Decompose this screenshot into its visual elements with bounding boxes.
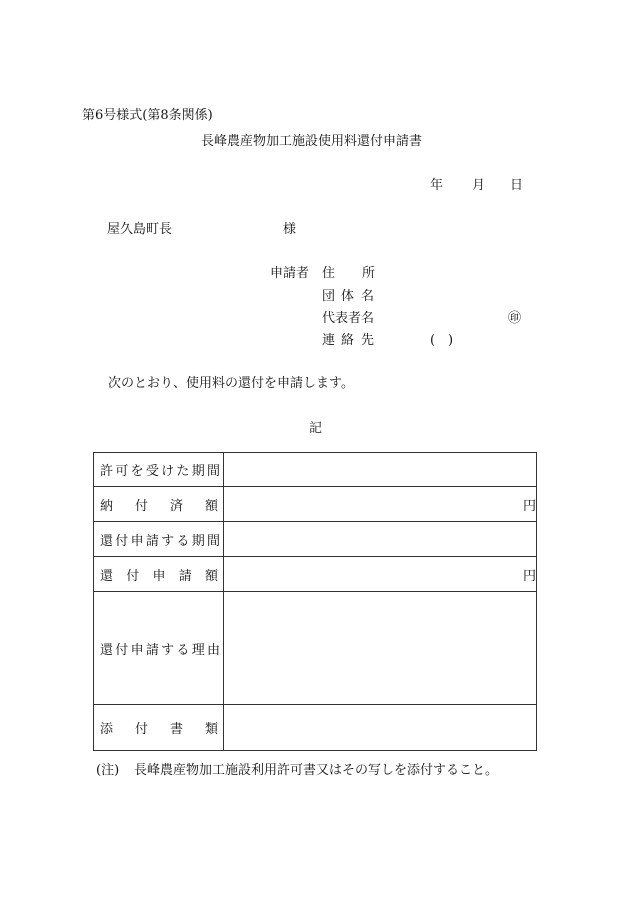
label-char: 間	[206, 533, 220, 549]
label-char: 額	[204, 568, 218, 584]
label-char: 付	[126, 568, 140, 584]
label-cell	[94, 453, 224, 487]
label-char: る	[176, 642, 190, 658]
contact-label-3: 先	[361, 333, 375, 348]
form-number: 第6号様式(第8条関係)	[82, 108, 213, 123]
note-text: 長峰農産物加工施設利用許可書又はその写しを添付すること。	[134, 763, 499, 778]
label-char: る	[176, 533, 190, 549]
permit-period-value[interactable]	[224, 453, 537, 487]
applicant-heading: 申請者	[270, 266, 310, 281]
contact-open-paren: (	[430, 333, 436, 348]
label-char: 期	[191, 464, 205, 479]
contact-label-2: 絡	[341, 333, 355, 348]
label-char: 還	[100, 568, 114, 584]
label-char: た	[176, 464, 190, 479]
label-char: 期	[191, 533, 205, 549]
paid-amount-value[interactable]: 円	[224, 487, 537, 522]
address-label-1: 住	[322, 266, 336, 281]
label-char: 理	[191, 642, 205, 658]
seal-mark: ㊞	[508, 311, 522, 326]
ki-mark: 記	[309, 421, 323, 436]
group-label-2: 体	[341, 289, 355, 304]
label-cell	[94, 487, 224, 522]
table-row	[94, 705, 537, 751]
label-char: 許	[100, 464, 114, 479]
label-char: 請	[145, 642, 159, 658]
label-cell	[94, 705, 224, 751]
label-char: を	[130, 464, 144, 479]
label-char: 付	[134, 722, 148, 737]
label-char: 由	[206, 642, 220, 658]
label-char: 添	[100, 722, 114, 737]
document-title: 長峰農産物加工施設使用料還付申請書	[201, 134, 423, 149]
label-char: 可	[115, 464, 129, 479]
label-char: 申	[130, 642, 144, 658]
refund-reason-value[interactable]	[224, 592, 537, 705]
refund-period-value[interactable]	[224, 522, 537, 557]
label-char: 納	[100, 498, 114, 514]
label-char: 書	[169, 722, 183, 737]
table-row	[94, 522, 537, 557]
attachments-value[interactable]	[224, 705, 537, 751]
addressee-name: 屋久島町長	[107, 222, 173, 237]
label-char: 請	[145, 533, 159, 549]
group-label-1: 団	[322, 289, 336, 304]
application-table	[93, 452, 537, 751]
refund-amount-value[interactable]: 円	[224, 557, 537, 592]
table-row	[94, 487, 537, 522]
label-char: け	[161, 464, 175, 479]
representative-label: 代表者名	[322, 311, 375, 326]
table-row	[94, 592, 537, 705]
label-char: 請	[178, 568, 192, 584]
label-char: 還	[100, 533, 114, 549]
group-label-3: 名	[361, 289, 375, 304]
contact-close-paren: )	[448, 333, 454, 348]
table-row	[94, 557, 537, 592]
addressee-honorific: 様	[283, 222, 297, 237]
label-cell	[94, 592, 224, 705]
label-char: 申	[130, 533, 144, 549]
label-char: 間	[206, 464, 220, 479]
label-char: 額	[204, 498, 218, 514]
label-char: 申	[152, 568, 166, 584]
label-char: 類	[204, 722, 218, 737]
label-char: 受	[145, 464, 159, 479]
label-char: 還	[100, 642, 114, 658]
label-cell	[94, 557, 224, 592]
date-year: 年	[430, 178, 444, 193]
body-text: 次のとおり、使用料の還付を申請します。	[108, 376, 354, 391]
note-mark: (注)	[96, 763, 120, 778]
label-char: す	[161, 642, 175, 658]
address-label-2: 所	[362, 266, 376, 281]
table-row	[94, 453, 537, 487]
label-char: 付	[115, 533, 129, 549]
label-cell	[94, 522, 224, 557]
label-char: 済	[169, 498, 183, 514]
label-char: す	[161, 533, 175, 549]
contact-label-1: 連	[322, 333, 336, 348]
date-month: 月	[472, 178, 486, 193]
label-char: 付	[115, 642, 129, 658]
label-char: 付	[134, 498, 148, 514]
date-day: 日	[510, 178, 524, 193]
